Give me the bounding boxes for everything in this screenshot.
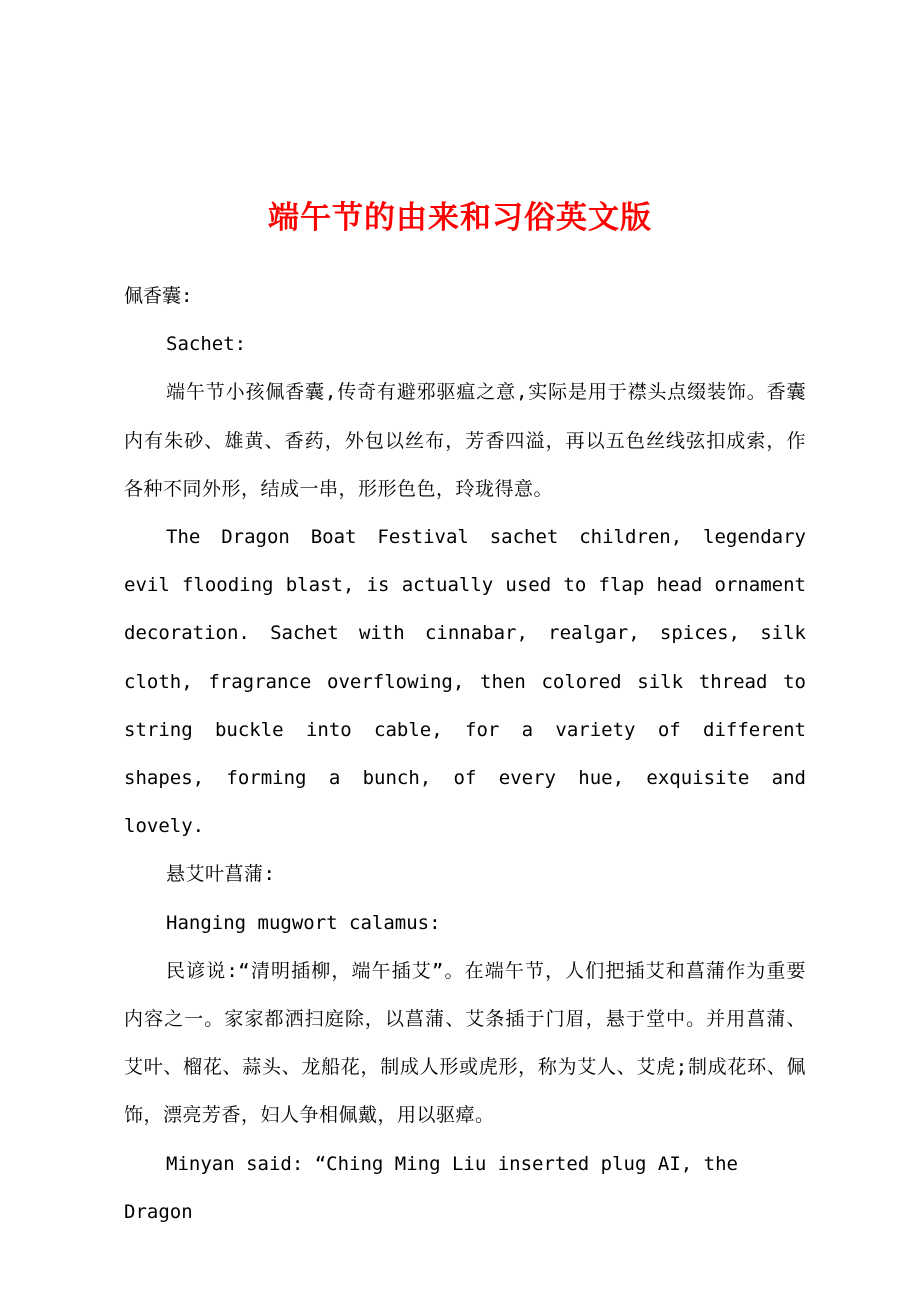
- paragraph-sachet-cn: 端午节小孩佩香囊,传奇有避邪驱瘟之意,实际是用于襟头点缀装饰。香囊内有朱砂、雄黄、香药，外包以丝布，芳香四溢，再以五色丝线弦扣成索，作各种不同外形，结成一串，形形色色，玲珑得意。: [124, 381, 806, 500]
- paragraph-sachet-en: The Dragon Boat Festival sachet children, legendary evil flooding blast, is actually used to flap head ornament decoration. Sachet with cinnabar, realgar, spices, silk cloth, fragrance overflowing, then colored silk thread to string buckle into cable, for a variety of different shapes, forming a bunch, of every hue, exquisite and lovely.: [124, 526, 806, 838]
- document-title: 端午节的由来和习俗英文版: [268, 200, 652, 236]
- document-body: [124, 272, 806, 1236]
- section-heading-mugwort-en: Hanging mugwort calamus:: [166, 911, 441, 934]
- section-heading-sachet-en: Sachet:: [166, 333, 247, 356]
- section-heading-mugwort-cn: 悬艾叶菖蒲:: [166, 863, 276, 886]
- paragraph-mugwort-cn: 民谚说:“清明插柳，端午插艾”。在端午节，人们把插艾和菖蒲作为重要内容之一。家家都洒扫庭除，以菖蒲、艾条插于门眉，悬于堂中。并用菖蒲、艾叶、榴花、蒜头、龙船花，制成人形或虎形，称为艾人、艾虎;制成花环、佩饰，漂亮芳香，妇人争相佩戴，用以驱瘴。: [124, 959, 806, 1127]
- paragraph-mugwort-en: Minyan said: “Ching Ming Liu inserted plug AI, the Dragon: [124, 1152, 738, 1223]
- section-heading-sachet-cn: 佩香囊:: [124, 285, 193, 307]
